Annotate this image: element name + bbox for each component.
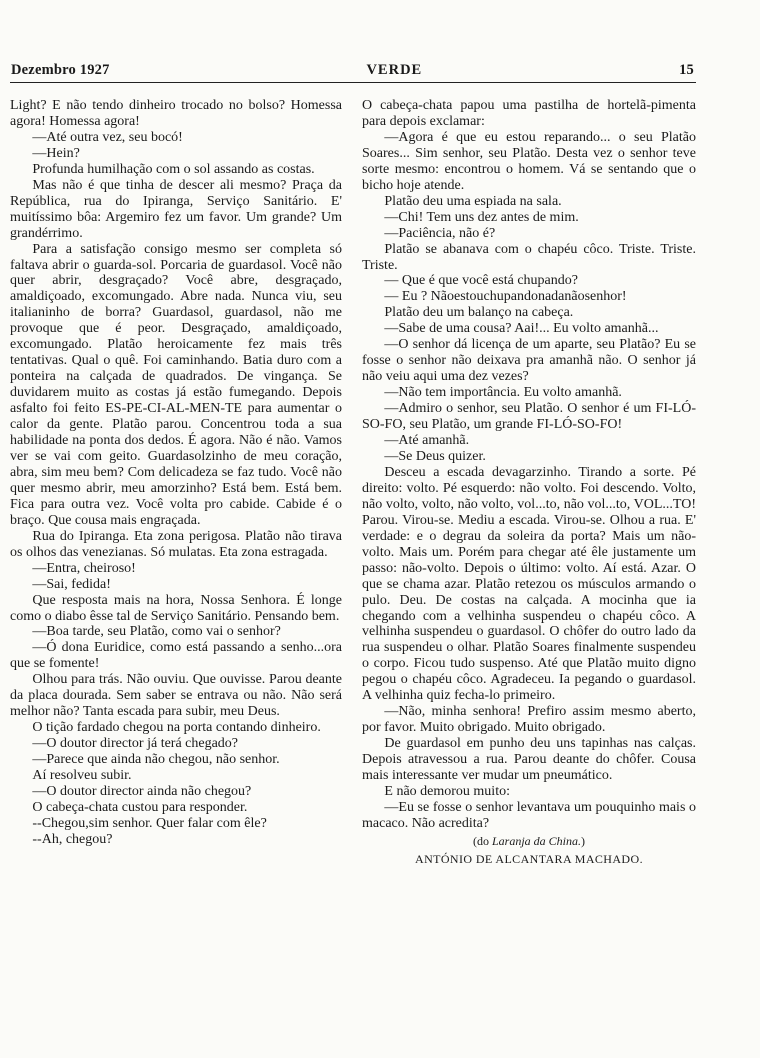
paragraph: —Até amanhã. [384, 433, 470, 449]
issue-date: Dezembro 1927 [11, 62, 110, 78]
paragraph: —Se Deus quizer. [384, 448, 486, 464]
paragraph: --Ah, chegou? [32, 831, 113, 847]
paragraph: —Não tem importância. Eu volto amanhã. [384, 385, 622, 401]
source-book-title: Laranja da China. [491, 833, 581, 848]
author-signature: ANTÓNIO DE ALCANTARA MACHADO. [415, 851, 643, 866]
paragraph: —Hein? [32, 145, 80, 161]
paragraph: —Sai, fedida! [32, 576, 111, 592]
paragraph: Que resposta mais na hora, Nossa Senhora. É longe como o diabo êsse tal de Serviço Sanitário. Pensando bem. [10, 592, 342, 624]
paragraph: — Eu ? Nãoestouchupandonadanãosenhor! [384, 289, 627, 305]
right-column [362, 98, 696, 868]
paragraph: Aí resolveu subir. [32, 768, 132, 784]
paragraph: —Até outra vez, seu bocó! [32, 129, 183, 145]
paragraph: Platão deu um balanço na cabeça. [384, 305, 574, 321]
paragraph: O cabeça-chata custou para responder. [32, 799, 248, 815]
paragraph: De guardasol em punho deu uns tapinhas nas calças. Depois atravessou a rua. Parou deante do chôfer. Cousa mais interessante ver mudar um pneumático. [362, 736, 696, 784]
paragraph: —O doutor director ainda não chegou? [32, 783, 252, 799]
paragraph: —Entra, cheiroso! [32, 560, 136, 576]
magazine-title: VERDE [366, 62, 423, 78]
paragraph: Platão deu uma espiada na sala. [384, 193, 562, 209]
paragraph: Rua do Ipiranga. Eta zona perigosa. Platão não tirava os olhos das venezianas. Só mulatas. Eta zona estragada. [10, 528, 342, 560]
paragraph: —Paciência, não é? [384, 225, 496, 241]
paragraph: —Sabe de uma cousa? Aai!... Eu volto amanhã... [384, 321, 659, 337]
paragraph: —O doutor director já terá chegado? [32, 736, 239, 752]
paragraph: Para a satisfação consigo mesmo ser completa só faltava abrir o guarda-sol. Porcaria de guardasol. Você não quer abrir, desgraçado? Você abre, desgraçado, amaldiçoado, excomungado. Abre nada. Nunca viu, seu italianinho de borra? Guardasol, guardasol, não me provoque que é peor. Desgraçado, amaldiçoado, excomungado. Platão heroicamente fez mais três tentativas. Qual o quê. Foi caminhando. Batia duro com a ponteira na calçada de quadrados. De vingança. Se duvidarem muito as costas já estão fumegando. Depois asfalto foi feito ES-PE-CI-AL-MEN-TE para aumentar o calor da gente. Platão parou. Concentrou toda a sua habilidade na ponta dos dedos. É agora. Não é não. Vamos ver se vai com geito. Guardasolzinho de meu coração, abra, sim meu bem? Com delicadeza se faz tudo. Você não quer mesmo abrir, meu amorzinho? Está bem. Está bem. Fica para outra vez. Você volta pro cabide. Cabide é o braço. Que cousa mais engraçada. [10, 241, 342, 528]
paragraph: Mas não é que tinha de descer ali mesmo? Praça da República, rua do Ipiranga, Serviço Sanitário. E' muitíssimo bôa: Argemiro fez um favor. Um grande? Um grandérrimo. [10, 177, 342, 241]
source-credit [362, 834, 696, 850]
paragraph: —Ó dona Euridice, como está passando a senho...ora que se fomente! [10, 640, 342, 672]
paragraph: —Chi! Tem uns dez antes de mim. [384, 209, 579, 225]
paragraph: —O senhor dá licença de um aparte, seu Platão? Eu se fosse o senhor não deixava pra amanhã não. O senhor já não veiu aqui uma dez vezes? [362, 337, 696, 385]
page-header [11, 62, 694, 79]
paragraph: Desceu a escada devagarzinho. Tirando a sorte. Pé direito: volto. Pé esquerdo: não volto. Foi descendo. Volto, não volto, volto, não volto, vol...to, não vol...to, VOL...TO! Parou. Virou-se. Mediu a escada. Virou-se. Olhou a rua. E' verdade: e o degrau da soleira da porta? Mais um não-volto. Mais um. Porém para chegar até êle justamente um passo: não-volto. Depois o último: volto. Aí está. Azar. O que se chama azar. Platão retezou os músculos armando o pulo. Deu. De costas na calçada. A mocinha que ia chegando com a velhinha suspendeu o chapéu côco. A velhinha suspendeu o guardasol. O chôfer do outro lado da rua suspendeu o olhar. Platão Soares finalmente suspendeu o corpo. Ficou tudo suspenso. Até que Platão muito digno pegou o chapéu côco. Agradeceu. Ia pegando o guardasol. A velhinha quiz fecha-lo primeiro. [362, 464, 696, 704]
right-column-text [362, 98, 696, 832]
header-rule [10, 82, 696, 83]
paragraph: —Eu se fosse o senhor levantava um pouquinho mais o macaco. Não acredita? [362, 799, 696, 831]
paragraph: Platão se abanava com o chapéu côco. Triste. Triste. Triste. [362, 241, 696, 273]
paragraph: —Boa tarde, seu Platão, como vai o senhor? [32, 624, 281, 640]
paragraph: — Que é que você está chupando? [384, 273, 578, 289]
paragraph: --Chegou,sim senhor. Quer falar com êle? [32, 815, 267, 831]
paragraph: E não demorou muito: [384, 783, 510, 799]
paragraph: —Agora é que eu estou reparando... o seu Platão Soares... Sim senhor, seu Platão. Desta vez o senhor teve sorte mesmo: encontrou o homem. Vá se sentando que o bicho hoje atende. [362, 129, 696, 193]
page-number: 15 [679, 62, 694, 78]
left-column [10, 98, 342, 848]
paragraph: Olhou para trás. Não ouviu. Que ouvisse. Parou deante da placa dourada. Sem saber se entrava ou não. Não será melhor não? Tanta escada para subir, meu Deus. [10, 672, 342, 720]
paragraph: O cabeça-chata papou uma pastilha de hortelã-pimenta para depois exclamar: [362, 98, 696, 129]
paragraph: —Não, minha senhora! Prefiro assim mesmo aberto, por favor. Muito obrigado. Muito obrigado. [362, 704, 696, 736]
paragraph: Light? E não tendo dinheiro trocado no bolso? Homessa agora! Homessa agora! [10, 98, 342, 129]
source-suffix: ) [581, 833, 585, 848]
paragraph: Profunda humilhação com o sol assando as costas. [32, 161, 315, 177]
paragraph: —Parece que ainda não chegou, não senhor. [32, 752, 280, 768]
paragraph: O tição fardado chegou na porta contando dinheiro. [32, 720, 321, 736]
paragraph: —Admiro o senhor, seu Platão. O senhor é um FI-LÓ-SO-FO, seu Platão, um grande FI-LÓ-SO-FO! [362, 401, 696, 433]
source-prefix: (do [472, 833, 492, 848]
